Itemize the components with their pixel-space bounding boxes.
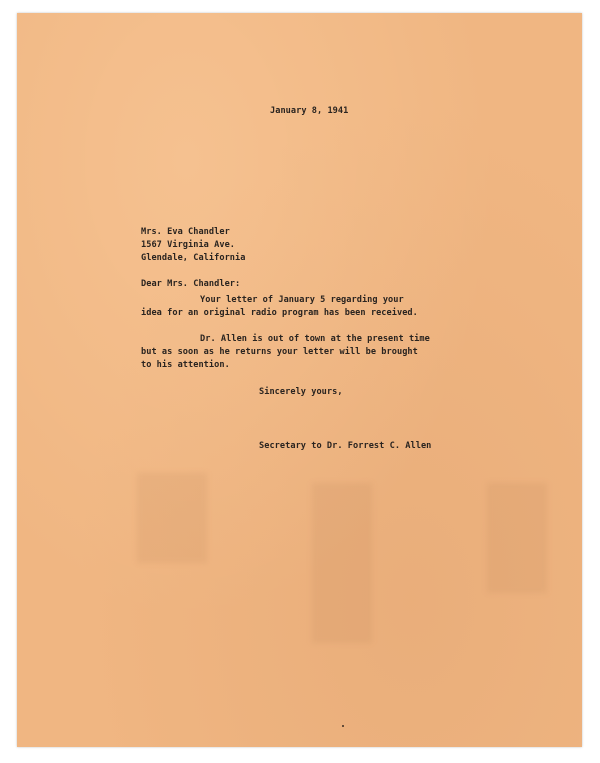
paper-speck	[342, 725, 344, 727]
show-through-left	[137, 473, 207, 563]
paragraph-1-line-2: idea for an original radio program has been received.	[141, 308, 418, 318]
paragraph-1-line-1: Your letter of January 5 regarding your	[200, 295, 404, 305]
recipient-city: Glendale, California	[141, 253, 246, 263]
signature-line: Secretary to Dr. Forrest C. Allen	[259, 441, 432, 451]
paragraph-2-line-1: Dr. Allen is out of town at the present time	[200, 334, 430, 344]
paragraph-2-line-3: to his attention.	[141, 360, 230, 370]
letter-date: January 8, 1941	[270, 106, 349, 116]
salutation: Dear Mrs. Chandler:	[141, 279, 241, 289]
recipient-street: 1567 Virginia Ave.	[141, 240, 236, 250]
letter-page	[17, 13, 582, 747]
show-through-right	[487, 483, 547, 593]
recipient-name: Mrs. Eva Chandler	[141, 227, 230, 237]
paragraph-2-line-2: but as soon as he returns your letter will be brought	[141, 347, 418, 357]
closing: Sincerely yours,	[259, 387, 343, 397]
show-through-center	[312, 483, 372, 643]
